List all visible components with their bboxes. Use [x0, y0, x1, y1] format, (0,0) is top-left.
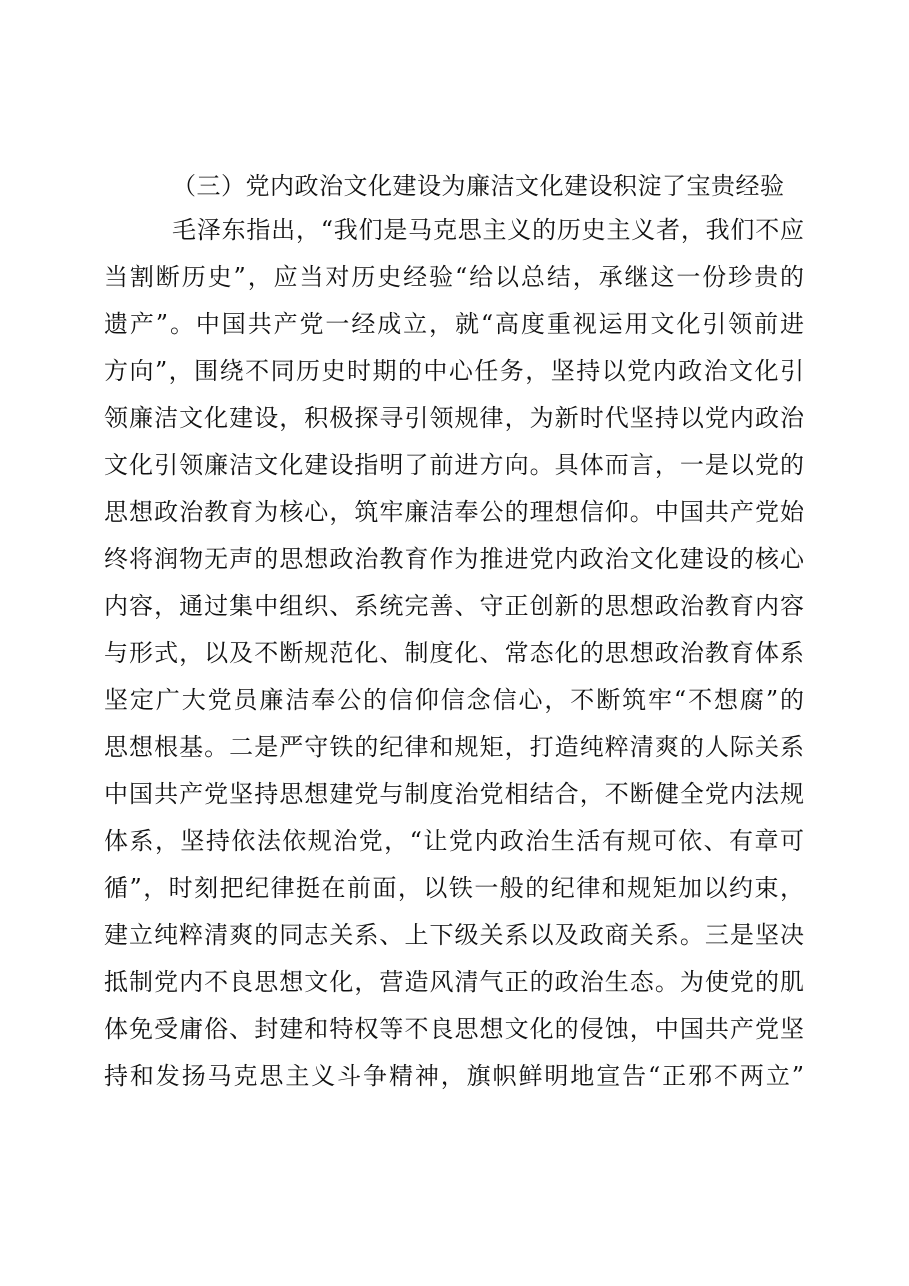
paragraph-line-11: 坚定广大党员廉洁奉公的信仰信念信心，不断筑牢“不想腐”的 [104, 686, 804, 714]
paragraph-line-4: 方向”，围绕不同历史时期的中心任务，坚持以党内政治文化引 [104, 357, 804, 385]
paragraph-line-18: 体免受庸俗、封建和特权等不良思想文化的侵蚀，中国共产党坚 [104, 1015, 804, 1043]
paragraph-line-1: 毛泽东指出，“我们是马克思主义的历史主义者，我们不应 [172, 216, 804, 244]
paragraph-line-7: 思想政治教育为核心，筑牢廉洁奉公的理想信仰。中国共产党始 [104, 498, 804, 526]
paragraph-line-6: 文化引领廉洁文化建设指明了前进方向。具体而言，一是以党的 [104, 451, 804, 479]
paragraph-line-17: 抵制党内不良思想文化，营造风清气正的政治生态。为使党的肌 [104, 968, 804, 996]
paragraph-line-12: 思想根基。二是严守铁的纪律和规矩，打造纯粹清爽的人际关系 [104, 733, 804, 761]
section-heading: （三）党内政治文化建设为廉洁文化建设积淀了宝贵经验 [172, 172, 785, 200]
paragraph-line-19: 持和发扬马克思主义斗争精神，旗帜鲜明地宣告“正邪不两立” [104, 1062, 804, 1090]
paragraph-line-13: 中国共产党坚持思想建党与制度治党相结合，不断健全党内法规 [104, 780, 804, 808]
paragraph-line-8: 终将润物无声的思想政治教育作为推进党内政治文化建设的核心 [104, 545, 804, 573]
paragraph-line-9: 内容，通过集中组织、系统完善、守正创新的思想政治教育内容 [104, 592, 804, 620]
paragraph-line-15: 循”，时刻把纪律挺在前面，以铁一般的纪律和规矩加以约束， [104, 874, 804, 902]
paragraph-line-3: 遗产”。中国共产党一经成立，就“高度重视运用文化引领前进 [104, 310, 804, 338]
paragraph-line-14: 体系，坚持依法依规治党，“让党内政治生活有规可依、有章可 [104, 827, 804, 855]
paragraph-line-5: 领廉洁文化建设，积极探寻引领规律，为新时代坚持以党内政治 [104, 404, 804, 432]
paragraph-line-2: 当割断历史”，应当对历史经验“给以总结，承继这一份珍贵的 [104, 263, 804, 291]
paragraph-line-16: 建立纯粹清爽的同志关系、上下级关系以及政商关系。三是坚决 [104, 921, 804, 949]
paragraph-line-10: 与形式，以及不断规范化、制度化、常态化的思想政治教育体系 [104, 639, 804, 667]
body-paragraph [104, 207, 824, 1100]
